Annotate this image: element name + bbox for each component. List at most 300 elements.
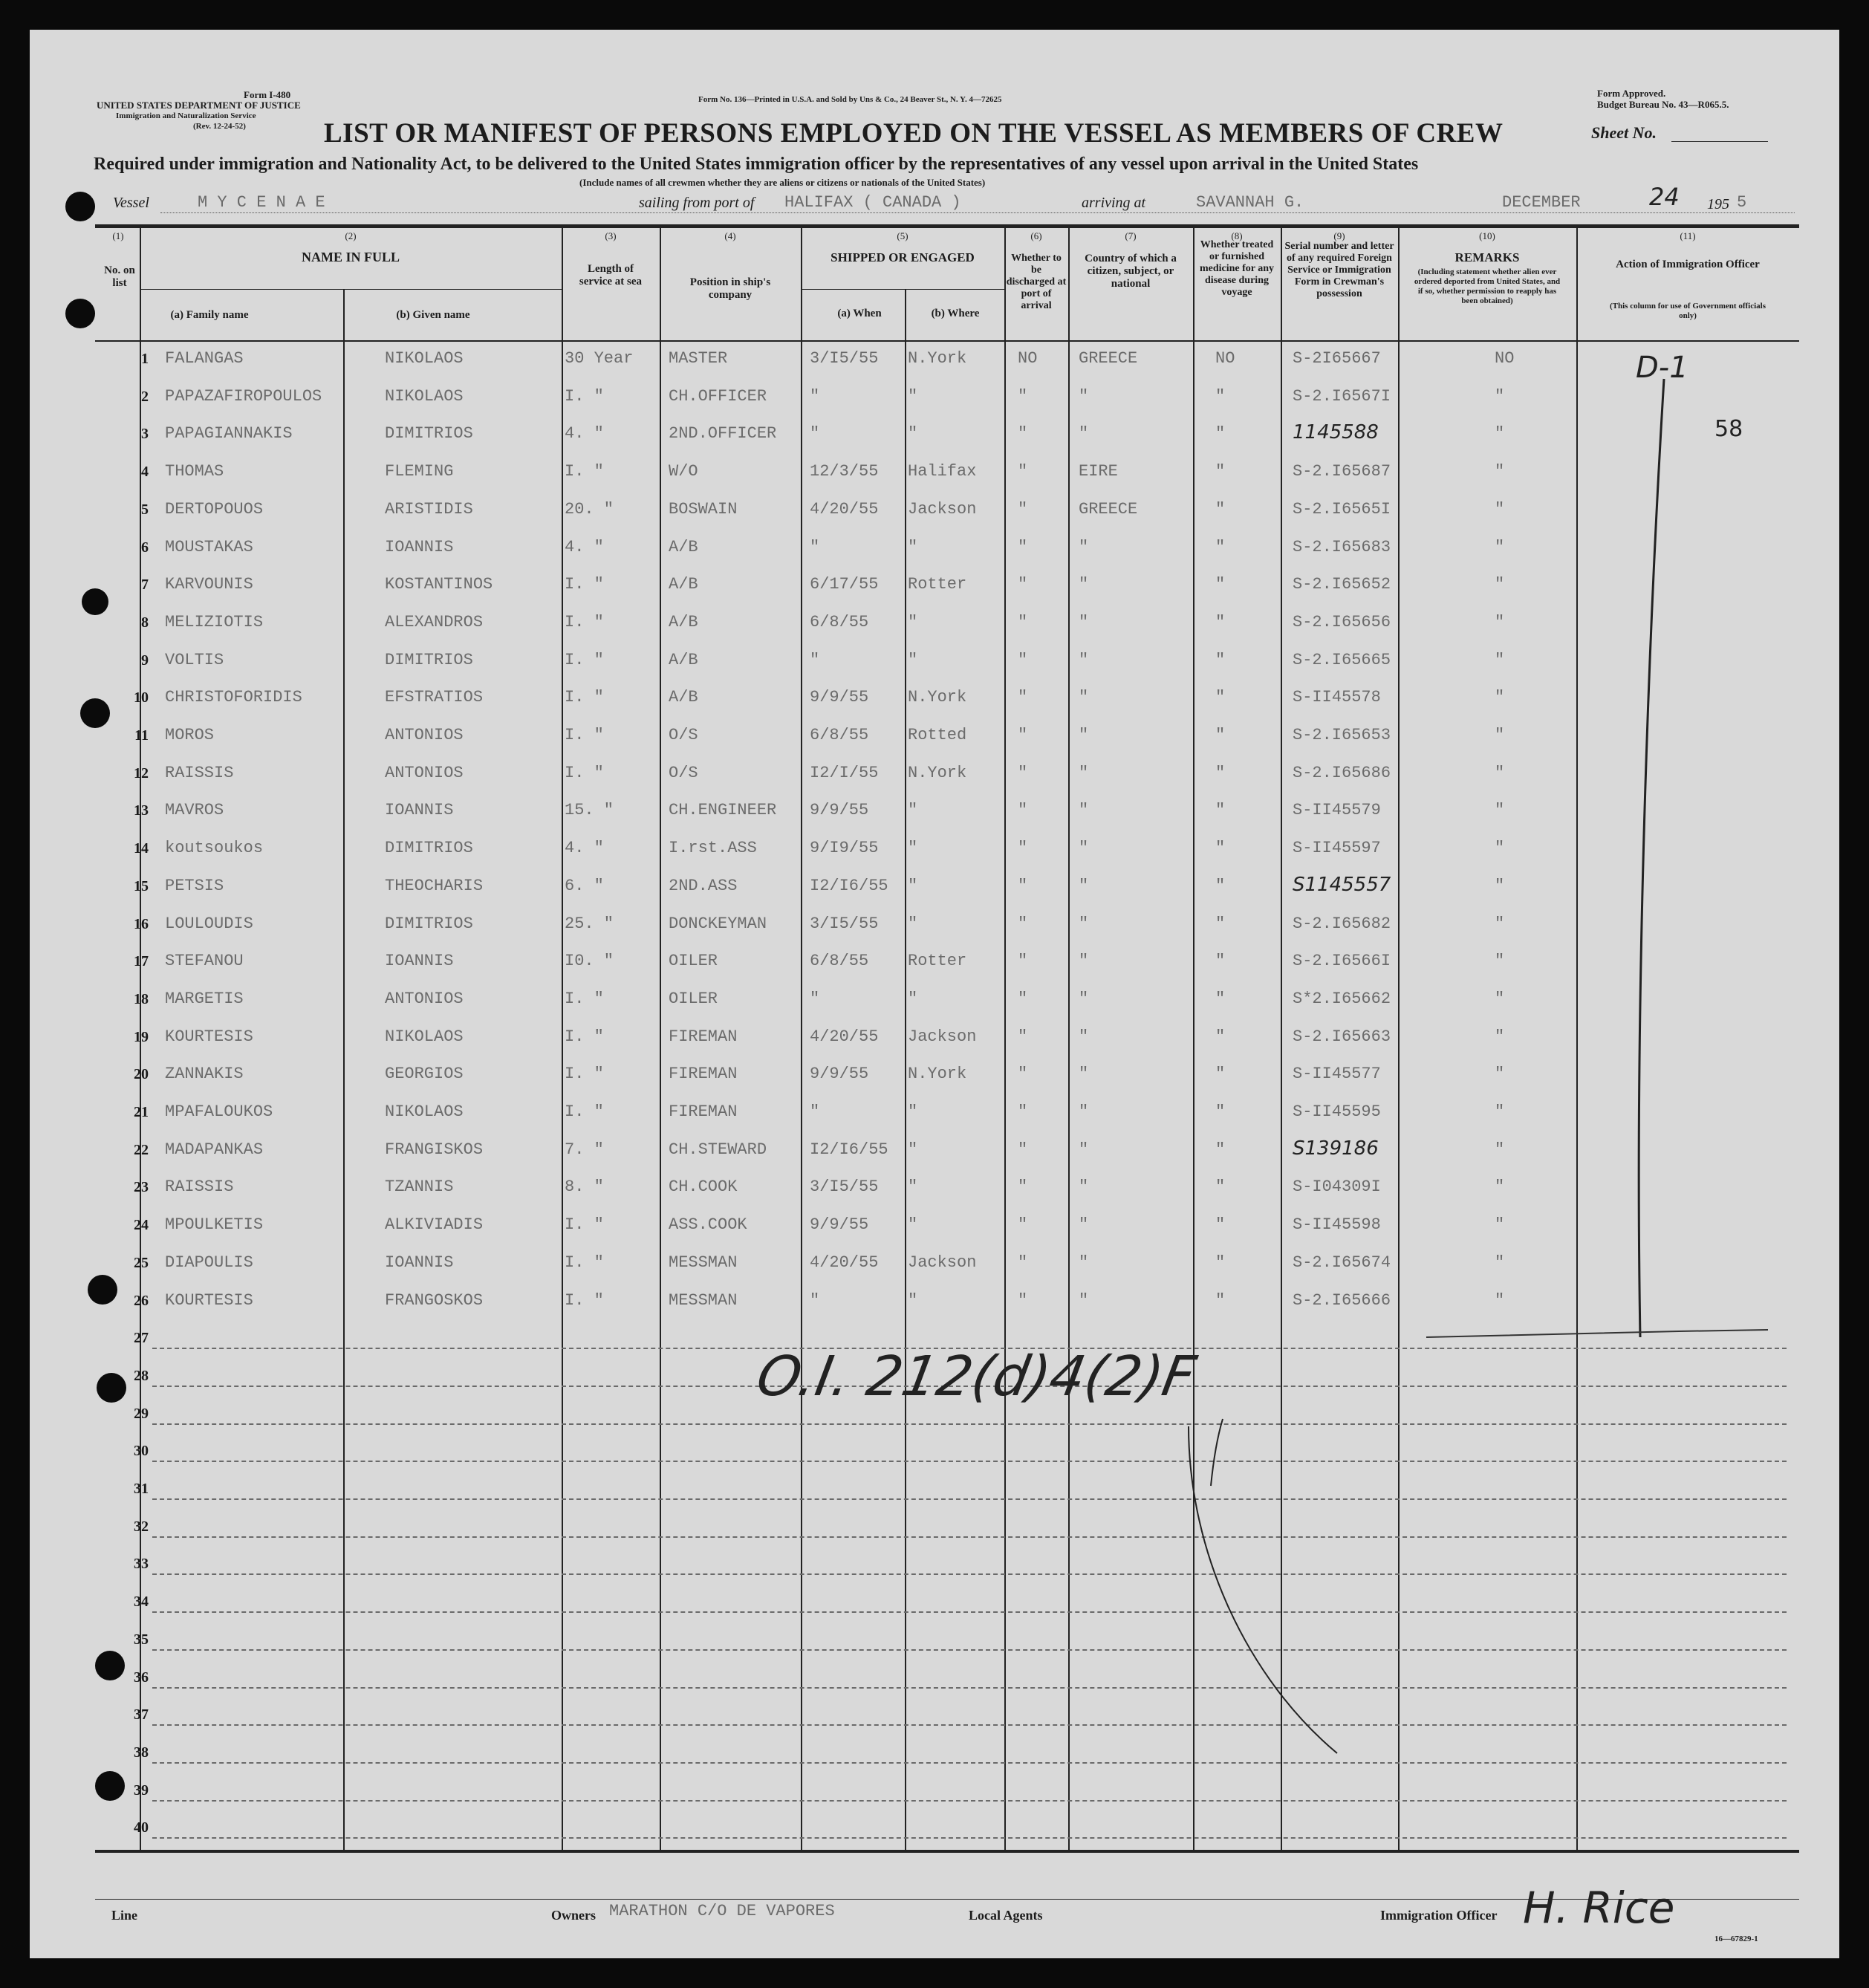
cell-length: I. "	[565, 1102, 604, 1121]
cell-position: ASS.COOK	[669, 1215, 747, 1235]
cell-when: 6/8/55	[810, 612, 869, 631]
row-number: 33	[134, 1556, 149, 1573]
col-no-on-list: No. on list	[104, 264, 135, 289]
col-serial: Serial number and letter of any required Foreign Service or Immigration Form in Crewman's possession	[1284, 241, 1394, 299]
cell-family: STEFANOU	[165, 952, 244, 971]
col-position: Position in ship's company	[689, 276, 771, 301]
cell-treated: "	[1215, 952, 1226, 971]
cell-where: Jackson	[908, 499, 977, 519]
budget-bureau: Budget Bureau No. 43—R065.5.	[1597, 99, 1729, 110]
cell-remarks: "	[1495, 726, 1505, 744]
row-number: 2	[141, 388, 149, 405]
section-note: O.I. 212(d)4(2)F	[752, 1345, 1200, 1409]
cell-given: DIMITRIOS	[385, 424, 473, 444]
cell-discharged: "	[1018, 424, 1028, 444]
cell-given: DIMITRIOS	[385, 650, 473, 669]
cell-when: "	[810, 989, 820, 1008]
cell-given: IOANNIS	[385, 1253, 454, 1272]
cell-country: "	[1079, 1140, 1089, 1159]
cell-length: 15. "	[565, 801, 614, 820]
cell-given: IOANNIS	[385, 801, 454, 820]
cell-treated: "	[1215, 688, 1226, 707]
cell-remarks: "	[1495, 1065, 1505, 1084]
cell-length: 20. "	[565, 499, 614, 519]
cell-treated: "	[1215, 914, 1226, 933]
col-num-5: (5)	[897, 230, 909, 241]
col-remarks: REMARKS	[1454, 250, 1520, 264]
cell-discharged: "	[1018, 1215, 1028, 1235]
row-number: 19	[134, 1028, 149, 1045]
cell-when: I2/I6/55	[810, 1140, 888, 1159]
cell-country: "	[1079, 424, 1089, 444]
cell-discharged: "	[1018, 1140, 1028, 1159]
cell-length: 4. "	[565, 424, 604, 444]
cell-when: 3/I5/55	[810, 349, 879, 368]
cell-serial: S139186	[1293, 1137, 1379, 1160]
cell-length: I. "	[565, 726, 604, 744]
cell-country: "	[1079, 688, 1089, 707]
cell-when: 3/I5/55	[810, 914, 879, 933]
cell-family: PAPAZAFIROPOULOS	[165, 386, 322, 406]
cell-discharged: "	[1018, 650, 1028, 669]
cell-country: "	[1079, 801, 1089, 820]
cell-position: FIREMAN	[669, 1102, 738, 1121]
col-num-6: (6)	[1030, 230, 1042, 241]
cell-remarks: "	[1495, 914, 1505, 933]
cell-country: "	[1079, 650, 1089, 669]
cell-when: "	[810, 650, 820, 669]
cell-where: "	[908, 537, 918, 556]
cell-country: "	[1079, 1253, 1089, 1272]
cell-given: ALEXANDROS	[385, 612, 484, 631]
cell-treated: "	[1215, 575, 1226, 594]
cell-position: FIREMAN	[669, 1065, 738, 1084]
officer-signature: H. Rice	[1523, 1883, 1675, 1933]
cell-discharged: "	[1018, 1065, 1028, 1084]
row-number: 17	[134, 953, 149, 970]
cell-position: A/B	[669, 575, 698, 594]
cell-remarks: "	[1495, 876, 1505, 895]
cell-position: A/B	[669, 650, 698, 669]
col-when: (a) When	[837, 308, 882, 319]
cell-position: MESSMAN	[669, 1290, 738, 1310]
cell-where: N.York	[908, 763, 967, 782]
cell-given: KOSTANTINOS	[385, 575, 493, 594]
col-num-7: (7)	[1125, 230, 1137, 241]
form-approved: Form Approved.	[1597, 88, 1666, 99]
cell-serial: S1145557	[1293, 873, 1391, 896]
row-number: 23	[134, 1179, 149, 1196]
cell-country: "	[1079, 1065, 1089, 1084]
cell-position: O/S	[669, 726, 698, 744]
cell-serial: S-II45597	[1293, 839, 1381, 858]
cell-country: "	[1079, 612, 1089, 631]
row-number: 8	[141, 614, 149, 631]
row-number: 5	[141, 501, 149, 518]
cell-when: "	[810, 1290, 820, 1310]
action-count: 58	[1714, 416, 1743, 442]
cell-discharged: "	[1018, 801, 1028, 820]
cell-treated: NO	[1215, 349, 1235, 368]
cell-remarks: "	[1495, 989, 1505, 1008]
row-number: 40	[134, 1819, 149, 1836]
cell-where: Jackson	[908, 1027, 977, 1046]
cell-country: "	[1079, 989, 1089, 1008]
cell-country: "	[1079, 537, 1089, 556]
cell-discharged: "	[1018, 612, 1028, 631]
cell-given: EFSTRATIOS	[385, 688, 484, 707]
cell-length: I. "	[565, 1065, 604, 1084]
cell-family: ZANNAKIS	[165, 1065, 244, 1084]
cell-remarks: "	[1495, 575, 1505, 594]
cell-position: DONCKEYMAN	[669, 914, 767, 933]
cell-when: 6/17/55	[810, 575, 879, 594]
cell-when: 6/8/55	[810, 952, 869, 971]
row-number: 15	[134, 877, 149, 894]
cell-discharged: "	[1018, 1027, 1028, 1046]
cell-treated: "	[1215, 1177, 1226, 1197]
cell-length: 4. "	[565, 537, 604, 556]
cell-given: DIMITRIOS	[385, 914, 473, 933]
row-number: 27	[134, 1330, 149, 1347]
cell-when: "	[810, 537, 820, 556]
cell-where: "	[908, 1290, 918, 1310]
page-title: LIST OR MANIFEST OF PERSONS EMPLOYED ON THE VESSEL AS MEMBERS OF CREW	[324, 118, 1504, 149]
col-discharged: Whether to be discharged at port of arrival	[1006, 253, 1067, 311]
cell-remarks: NO	[1495, 349, 1515, 368]
row-number: 12	[134, 764, 149, 782]
cell-given: IOANNIS	[385, 952, 454, 971]
col-given-name: (b) Given name	[396, 309, 470, 321]
cell-serial: S-II45579	[1293, 801, 1381, 820]
cell-family: KARVOUNIS	[165, 575, 253, 594]
row-number: 7	[141, 576, 149, 594]
cell-position: 2ND.ASS	[669, 876, 738, 895]
cell-when: 3/I5/55	[810, 1177, 879, 1197]
cell-remarks: "	[1495, 424, 1505, 444]
cell-where: "	[908, 1177, 918, 1197]
cell-where: "	[908, 386, 918, 406]
cell-length: I. "	[565, 1215, 604, 1235]
col-where: (b) Where	[931, 308, 980, 319]
cell-treated: "	[1215, 726, 1226, 744]
cell-serial: S-II45577	[1293, 1065, 1381, 1084]
row-number: 13	[134, 802, 149, 819]
cell-discharged: "	[1018, 839, 1028, 858]
department: UNITED STATES DEPARTMENT OF JUSTICE	[97, 100, 301, 111]
cell-country: "	[1079, 839, 1089, 858]
col-length-service: Length of service at sea	[579, 263, 643, 288]
cell-country: "	[1079, 1215, 1089, 1235]
row-number: 21	[134, 1104, 149, 1120]
sailing-label: sailing from port of	[639, 195, 755, 211]
cell-discharged: "	[1018, 989, 1028, 1008]
col-country: Country of which a citizen, subject, or national	[1085, 253, 1177, 290]
cell-serial: S-2.I65652	[1293, 575, 1391, 594]
row-number: 31	[134, 1481, 149, 1497]
cell-remarks: "	[1495, 1290, 1505, 1310]
cell-remarks: "	[1495, 462, 1505, 481]
col-num-4: (4)	[724, 230, 736, 241]
cell-position: CH.COOK	[669, 1177, 738, 1197]
vessel-name: M Y C E N A E	[198, 193, 325, 212]
cell-serial: S-I04309I	[1293, 1177, 1381, 1197]
arrival-month: DECEMBER	[1502, 193, 1581, 212]
cell-serial: S-II45595	[1293, 1102, 1381, 1121]
cell-family: FALANGAS	[165, 349, 244, 368]
cell-treated: "	[1215, 801, 1226, 820]
cell-length: I. "	[565, 1253, 604, 1272]
printer-line: Form No. 136—Printed in U.S.A. and Sold by Uns & Co., 24 Beaver St., N. Y. 4—72625	[698, 95, 1002, 104]
cell-remarks: "	[1495, 1215, 1505, 1235]
cell-discharged: NO	[1018, 349, 1038, 368]
cell-given: ANTONIOS	[385, 989, 464, 1008]
cell-when: 6/8/55	[810, 726, 869, 744]
cell-serial: S-2.I6565I	[1293, 499, 1391, 519]
row-number: 36	[134, 1669, 149, 1686]
arriving-label: arriving at	[1082, 195, 1146, 211]
row-number: 28	[134, 1367, 149, 1384]
cell-discharged: "	[1018, 1102, 1028, 1121]
cell-treated: "	[1215, 612, 1226, 631]
cell-when: "	[810, 386, 820, 406]
row-number: 32	[134, 1518, 149, 1535]
row-number: 24	[134, 1217, 149, 1234]
cell-when: 4/20/55	[810, 1027, 879, 1046]
cell-country: "	[1079, 575, 1089, 594]
cell-treated: "	[1215, 650, 1226, 669]
row-number: 18	[134, 990, 149, 1007]
row-number: 30	[134, 1443, 149, 1460]
revision: (Rev. 12-24-52)	[193, 122, 246, 131]
cell-remarks: "	[1495, 688, 1505, 707]
cell-country: "	[1079, 386, 1089, 406]
cell-length: 8. "	[565, 1177, 604, 1197]
cell-serial: S*2.I65662	[1293, 989, 1391, 1008]
cell-serial: S-2.I65666	[1293, 1290, 1391, 1310]
cell-remarks: "	[1495, 499, 1505, 519]
cell-serial: S-II45598	[1293, 1215, 1381, 1235]
port-of-departure: HALIFAX ( CANADA )	[784, 193, 961, 212]
cell-length: I. "	[565, 575, 604, 594]
cell-country: GREECE	[1079, 499, 1138, 519]
cell-discharged: "	[1018, 575, 1028, 594]
cell-where: "	[908, 650, 918, 669]
cell-position: OILER	[669, 952, 718, 971]
col-num-8: (8)	[1231, 230, 1243, 241]
cell-length: I. "	[565, 650, 604, 669]
cell-given: ANTONIOS	[385, 726, 464, 744]
cell-serial: S-II45578	[1293, 688, 1381, 707]
cell-discharged: "	[1018, 763, 1028, 782]
cell-discharged: "	[1018, 537, 1028, 556]
cell-discharged: "	[1018, 1253, 1028, 1272]
cell-when: 9/9/55	[810, 1065, 869, 1084]
cell-serial: S-2.I65682	[1293, 914, 1391, 933]
cell-position: CH.ENGINEER	[669, 801, 777, 820]
row-number: 1	[141, 351, 149, 367]
cell-position: OILER	[669, 989, 718, 1008]
cell-length: 7. "	[565, 1140, 604, 1159]
cell-length: I. "	[565, 612, 604, 631]
cell-family: KOURTESIS	[165, 1290, 253, 1310]
cell-treated: "	[1215, 989, 1226, 1008]
cell-family: MPAFALOUKOS	[165, 1102, 273, 1121]
cell-serial: 1145588	[1293, 421, 1379, 444]
row-number: 25	[134, 1254, 149, 1271]
cell-family: MADAPANKAS	[165, 1140, 264, 1159]
col-name-full: NAME IN FULL	[301, 250, 400, 264]
cell-remarks: "	[1495, 801, 1505, 820]
cell-where: Rotter	[908, 575, 967, 594]
cell-treated: "	[1215, 499, 1226, 519]
cell-serial: S-2.I65687	[1293, 462, 1391, 481]
cell-remarks: "	[1495, 386, 1505, 406]
cell-remarks: "	[1495, 537, 1505, 556]
cell-given: FLEMING	[385, 462, 454, 481]
cell-serial: S-2.I65665	[1293, 650, 1391, 669]
cell-given: NIKOLAOS	[385, 349, 464, 368]
bracket-mark	[30, 30, 1839, 1958]
line-label: Line	[111, 1908, 138, 1923]
form-code: 16—67829-1	[1714, 1935, 1758, 1943]
cell-when: I2/I/55	[810, 763, 879, 782]
cell-treated: "	[1215, 424, 1226, 444]
cell-treated: "	[1215, 1102, 1226, 1121]
cell-family: DIAPOULIS	[165, 1253, 253, 1272]
cell-family: PAPAGIANNAKIS	[165, 424, 293, 444]
cell-treated: "	[1215, 763, 1226, 782]
cell-when: 12/3/55	[810, 462, 879, 481]
year-suffix: 5	[1737, 193, 1747, 212]
cell-when: 9/9/55	[810, 688, 869, 707]
cell-where: N.York	[908, 349, 967, 368]
cell-given: NIKOLAOS	[385, 1102, 464, 1121]
cell-when: 4/20/55	[810, 499, 879, 519]
cell-where: "	[908, 1215, 918, 1235]
row-number: 35	[134, 1631, 149, 1648]
cell-remarks: "	[1495, 612, 1505, 631]
cell-discharged: "	[1018, 462, 1028, 481]
cell-position: MASTER	[669, 349, 728, 368]
cell-length: I. "	[565, 763, 604, 782]
officer-label: Immigration Officer	[1380, 1908, 1498, 1923]
cell-remarks: "	[1495, 1027, 1505, 1046]
cell-given: FRANGOSKOS	[385, 1290, 484, 1310]
cell-family: RAISSIS	[165, 763, 234, 782]
col-treated: Whether treated or furnished medicine for any disease during voyage	[1199, 239, 1275, 298]
row-number: 34	[134, 1594, 149, 1611]
cell-treated: "	[1215, 1290, 1226, 1310]
cell-given: TZANNIS	[385, 1177, 454, 1197]
row-number: 9	[141, 652, 149, 669]
cell-family: RAISSIS	[165, 1177, 234, 1197]
service: Immigration and Naturalization Service	[116, 111, 256, 120]
cell-where: Halifax	[908, 462, 977, 481]
cell-given: FRANGISKOS	[385, 1140, 484, 1159]
cell-given: ARISTIDIS	[385, 499, 473, 519]
cell-where: "	[908, 1140, 918, 1159]
cell-discharged: "	[1018, 1290, 1028, 1310]
row-number: 26	[134, 1292, 149, 1309]
manifest-sheet	[30, 30, 1839, 1958]
cell-country: "	[1079, 726, 1089, 744]
cell-remarks: "	[1495, 1253, 1505, 1272]
cell-serial: S-2.I65663	[1293, 1027, 1391, 1046]
cell-remarks: "	[1495, 763, 1505, 782]
cell-given: IOANNIS	[385, 537, 454, 556]
cell-length: I. "	[565, 989, 604, 1008]
cell-serial: S-2.I65653	[1293, 726, 1391, 744]
cell-position: O/S	[669, 763, 698, 782]
col-action-note: (This column for use of Government officials only)	[1609, 302, 1766, 320]
cell-when: 9/9/55	[810, 801, 869, 820]
cell-where: N.York	[908, 1065, 967, 1084]
cell-family: MARGETIS	[165, 989, 244, 1008]
cell-treated: "	[1215, 537, 1226, 556]
cell-family: koutsoukos	[165, 839, 264, 858]
cell-given: THEOCHARIS	[385, 876, 484, 895]
cell-discharged: "	[1018, 952, 1028, 971]
col-num-10: (10)	[1479, 230, 1495, 241]
row-number: 6	[141, 539, 149, 556]
cell-length: I. "	[565, 386, 604, 406]
action-stamp: D-1	[1636, 351, 1688, 385]
cell-where: Rotter	[908, 952, 967, 971]
cell-family: MAVROS	[165, 801, 224, 820]
cell-position: A/B	[669, 688, 698, 707]
cell-treated: "	[1215, 1140, 1226, 1159]
cell-treated: "	[1215, 1065, 1226, 1084]
cell-position: MESSMAN	[669, 1253, 738, 1272]
cell-family: MOUSTAKAS	[165, 537, 253, 556]
cell-given: ALKIVIADIS	[385, 1215, 484, 1235]
row-number: 22	[134, 1141, 149, 1158]
sheet-label: Sheet No.	[1591, 123, 1657, 142]
cell-when: 4/20/55	[810, 1253, 879, 1272]
cell-length: I. "	[565, 462, 604, 481]
cell-country: "	[1079, 1102, 1089, 1121]
cell-given: GEORGIOS	[385, 1065, 464, 1084]
col-num-2: (2)	[345, 230, 357, 241]
cell-discharged: "	[1018, 386, 1028, 406]
port-of-arrival: SAVANNAH G.	[1196, 193, 1304, 212]
cell-where: "	[908, 612, 918, 631]
cell-family: PETSIS	[165, 876, 224, 895]
cell-when: 9/I9/55	[810, 839, 879, 858]
cell-family: VOLTIS	[165, 650, 224, 669]
vessel-label: Vessel	[113, 195, 149, 211]
cell-length: I. "	[565, 1290, 604, 1310]
cell-where: Rotted	[908, 726, 967, 744]
cell-serial: S-2I65667	[1293, 349, 1381, 368]
cell-given: NIKOLAOS	[385, 1027, 464, 1046]
cell-length: I. "	[565, 688, 604, 707]
cell-position: I.rst.ASS	[669, 839, 757, 858]
local-agents-label: Local Agents	[969, 1908, 1043, 1923]
cell-family: THOMAS	[165, 462, 224, 481]
cell-position: 2ND.OFFICER	[669, 424, 777, 444]
cell-discharged: "	[1018, 688, 1028, 707]
col-remarks-note: (Including statement whether alien ever ordered deported from United States, and if so, whether permission to reapply has been obtained)	[1414, 267, 1561, 305]
cell-where: "	[908, 424, 918, 444]
cell-position: FIREMAN	[669, 1027, 738, 1046]
cell-given: DIMITRIOS	[385, 839, 473, 858]
cell-position: A/B	[669, 537, 698, 556]
cell-where: Jackson	[908, 1253, 977, 1272]
col-num-3: (3)	[605, 230, 617, 241]
cell-when: "	[810, 1102, 820, 1121]
